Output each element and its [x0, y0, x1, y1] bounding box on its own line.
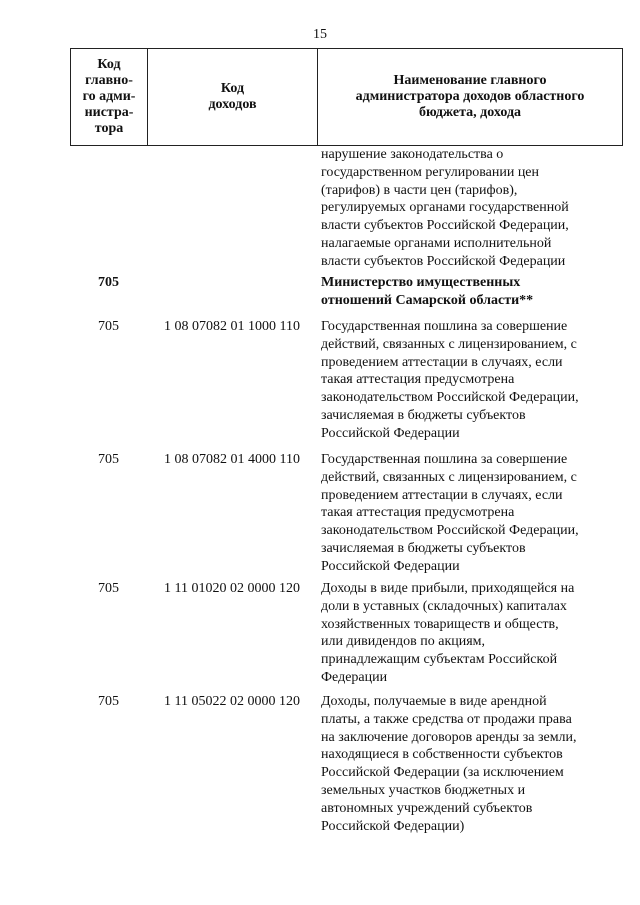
income-name-cell — [321, 693, 621, 835]
header-line: Наименование главного — [393, 73, 547, 88]
text-line: нарушение законодательства о — [321, 147, 504, 162]
text-line: Государственная пошлина за совершение — [321, 452, 568, 467]
header-income-code — [148, 49, 318, 145]
page-number: 15 — [313, 27, 327, 42]
text-line: Министерство имущественных — [321, 275, 521, 290]
header-line: тора — [94, 121, 124, 136]
text-line: Федерации — [321, 669, 388, 685]
text-line: доли в уставных (складочных) капиталах — [321, 598, 567, 614]
text-line: Российской Федерации (за исключением — [321, 765, 564, 781]
text-line: Доходы в виде прибыли, приходящейся на — [321, 581, 575, 596]
text-line: находящиеся в собственности субъектов — [321, 747, 563, 763]
header-line: Код — [220, 81, 245, 96]
header-admin-code — [71, 49, 148, 145]
income-name-cell — [321, 580, 621, 687]
header-line: администратора доходов областного — [355, 89, 585, 104]
text-line: земельных участков бюджетных и — [321, 782, 526, 798]
admin-code-cell: 705 — [98, 452, 119, 467]
text-line: Российской Федерации — [321, 558, 460, 574]
text-line: Российской Федерации) — [321, 818, 465, 834]
text-line: автономных учреждений субъектов — [321, 800, 533, 816]
text-line: такая аттестация предусмотрена — [321, 372, 515, 388]
text-line: проведением аттестации в случаях, если — [321, 354, 563, 370]
text-line: зачисляемая в бюджеты субъектов — [321, 540, 526, 556]
admin-code-cell: 705 — [98, 581, 119, 596]
text-line: действий, связанных с лицензированием, с — [321, 469, 577, 485]
admin-code-cell: 705 — [98, 319, 119, 334]
text-line: проведением аттестации в случаях, если — [321, 487, 563, 503]
income-code-cell: 1 08 07082 01 4000 110 — [164, 452, 300, 467]
header-line: нистра- — [84, 105, 134, 120]
header-line: го адми- — [82, 89, 136, 104]
header-line: бюджета, дохода — [418, 105, 522, 120]
text-line: Государственная пошлина за совершение — [321, 319, 568, 334]
text-line: (тарифов) в части цен (тарифов), — [321, 182, 518, 198]
text-line: Российской Федерации — [321, 425, 460, 441]
text-line: регулируемых органами государственной — [321, 200, 569, 216]
text-line: государственном регулировании цен — [321, 164, 540, 180]
text-line: Доходы, получаемые в виде арендной — [321, 694, 547, 709]
text-line: налагаемые органами исполнительной — [321, 235, 552, 251]
admin-code-cell: 705 — [98, 694, 119, 709]
header-line: главно- — [85, 73, 133, 88]
text-line: платы, а также средства от продажи права — [321, 711, 572, 727]
income-code-cell: 1 08 07082 01 1000 110 — [164, 319, 300, 334]
table-header — [70, 48, 623, 146]
text-line: действий, связанных с лицензированием, с — [321, 336, 577, 352]
income-code-cell: 1 11 01020 02 0000 120 — [164, 581, 300, 596]
income-code-cell: 1 11 05022 02 0000 120 — [164, 694, 300, 709]
text-line: или дивидендов по акциям, — [321, 634, 486, 650]
ministry-name-cell — [321, 274, 621, 310]
text-line: законодательством Российской Федерации, — [321, 523, 579, 539]
header-line: доходов — [208, 97, 257, 112]
income-name-cell — [321, 318, 621, 443]
income-name-cell — [321, 451, 621, 576]
header-line: Код — [97, 57, 121, 72]
income-name-cell — [321, 146, 621, 271]
header-name — [318, 49, 622, 145]
text-line: власти субъектов Российской Федерации — [321, 253, 566, 269]
admin-code-cell: 705 — [98, 275, 119, 290]
text-line: принадлежащим субъектам Российской — [321, 652, 558, 668]
text-line: хозяйственных товариществ и обществ, — [321, 616, 559, 632]
text-line: такая аттестация предусмотрена — [321, 505, 515, 521]
text-line: власти субъектов Российской Федерации, — [321, 218, 569, 234]
text-line: зачисляемая в бюджеты субъектов — [321, 407, 526, 423]
text-line: на заключение договоров аренды за земли, — [321, 729, 577, 745]
text-line: законодательством Российской Федерации, — [321, 390, 579, 406]
text-line: отношений Самарской области** — [321, 292, 534, 308]
